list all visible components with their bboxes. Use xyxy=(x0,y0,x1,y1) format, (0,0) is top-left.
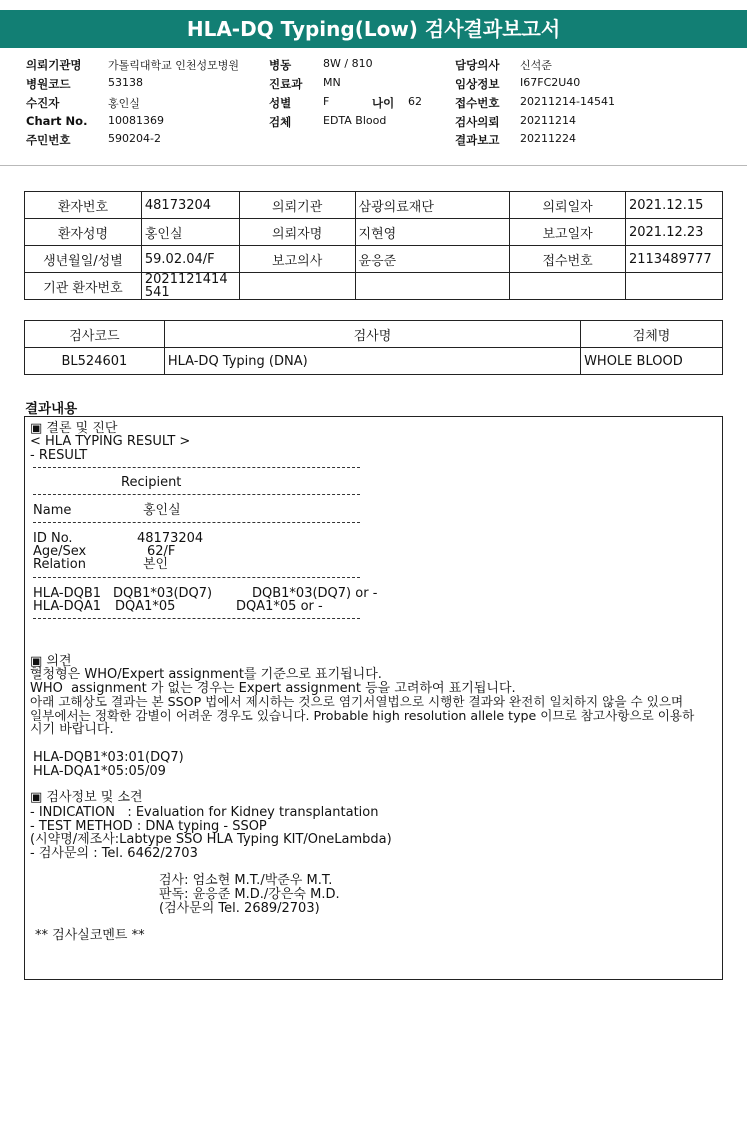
patient-field-label: 환자번호 xyxy=(25,192,142,219)
patient-table-row xyxy=(25,273,723,300)
name-value: 홍인실 xyxy=(143,503,181,518)
header-label: 결과보고 xyxy=(455,133,500,147)
header-label: 수진자 xyxy=(26,96,60,110)
separator xyxy=(33,522,360,523)
patient-table-row xyxy=(25,246,723,273)
patient-field-value: 2021.12.23 xyxy=(625,219,722,246)
dqb1-allele-2: DQB1*03(DQ7) or - xyxy=(252,586,378,601)
header-value: 20211224 xyxy=(520,132,576,145)
header-row xyxy=(0,57,747,75)
header-value: 590204-2 xyxy=(108,132,161,145)
hla-typing-title: < HLA TYPING RESULT > xyxy=(30,434,191,449)
header-value: 8W / 810 xyxy=(323,57,373,70)
result-box xyxy=(24,416,723,980)
header-value: 신석준 xyxy=(520,59,552,72)
relation-value: 본인 xyxy=(143,557,169,572)
opinion-line-2: WHO assignment 가 없는 경우는 Expert assignment 등을 고려하여 표기됩니다. xyxy=(30,681,516,696)
header-label: 주민번호 xyxy=(26,133,71,147)
separator xyxy=(33,467,360,468)
patient-field-label: 의뢰일자 xyxy=(510,192,626,219)
patient-field-label: 의뢰자명 xyxy=(239,219,355,246)
patient-field-value: 윤응준 xyxy=(355,246,510,273)
header-label: 접수번호 xyxy=(455,96,500,110)
opinion-line-3: 아래 고해상도 결과는 본 SSOP 법에서 제시하는 것으로 염기서열법으로 시행한 결과와 완전히 일치하지 않을 수 있으며 xyxy=(30,694,684,709)
header-label: Chart No. xyxy=(26,114,88,128)
dqb1-allele-1: DQB1*03(DQ7) xyxy=(113,586,213,601)
patient-field-label: 환자성명 xyxy=(25,219,142,246)
patient-field-value xyxy=(625,273,722,300)
test-code-value: BL524601 xyxy=(25,348,165,375)
header-value: MN xyxy=(323,76,341,89)
lab-comment-label: ** 검사실코멘트 ** xyxy=(35,928,145,943)
header-label: 담당의사 xyxy=(455,58,500,72)
recipient-label: Recipient xyxy=(121,475,182,490)
specimen-value: WHOLE BLOOD xyxy=(581,348,723,375)
header-row xyxy=(0,132,747,150)
reagent-line: (시약명/제조사:Labtype SSO HLA Typing KIT/OneLambda) xyxy=(30,832,392,847)
header-value: 10081369 xyxy=(108,114,164,127)
patient-info-table xyxy=(24,191,723,300)
report-title: HLA-DQ Typing(Low) 검사결과보고서 xyxy=(0,10,747,48)
patient-field-label: 생년월일/성별 xyxy=(25,246,142,273)
separator xyxy=(33,494,360,495)
header-row xyxy=(0,114,747,132)
dqa1-label: HLA-DQA1 xyxy=(33,599,102,614)
dqb1-label: HLA-DQB1 xyxy=(33,586,102,601)
test-method-line: - TEST METHOD : DNA typing - SSOP xyxy=(30,819,267,834)
tester-signature: 검사: 엄소현 M.T./박준우 M.T. xyxy=(159,873,333,888)
patient-table-row xyxy=(25,219,723,246)
result-section-title: 결과내용 xyxy=(25,401,78,417)
high-res-dqa1: HLA-DQA1*05:05/09 xyxy=(33,764,166,779)
patient-field-label: 접수번호 xyxy=(510,246,626,273)
patient-field-value xyxy=(355,273,510,300)
header-label: 임상정보 xyxy=(455,77,500,91)
patient-field-label xyxy=(510,273,626,300)
header-value: 20211214-14541 xyxy=(520,95,615,108)
header-value: 20211214 xyxy=(520,114,576,127)
patient-field-value: 홍인실 xyxy=(141,219,239,246)
header-label: 검체 xyxy=(269,115,292,129)
patient-field-label xyxy=(239,273,355,300)
indication-line: - INDICATION : Evaluation for Kidney transplantation xyxy=(30,805,379,820)
separator xyxy=(33,577,360,578)
high-res-dqb1: HLA-DQB1*03:01(DQ7) xyxy=(33,750,184,765)
report-header xyxy=(0,48,747,166)
header-label: 병동 xyxy=(269,58,292,72)
patient-field-value: 2021121414541 xyxy=(141,273,239,300)
inquiry-line: - 검사문의 : Tel. 6462/2703 xyxy=(30,846,198,861)
conclusion-heading: ▣ 결론 및 진단 xyxy=(30,421,118,436)
header-label: 성별 xyxy=(269,96,292,110)
opinion-line-5: 시기 바랍니다. xyxy=(30,722,114,737)
id-label: ID No. xyxy=(33,531,73,546)
header-label: 나이 xyxy=(372,96,395,110)
header-label: 진료과 xyxy=(269,77,303,91)
header-row xyxy=(0,76,747,94)
age-sex-label: Age/Sex xyxy=(33,544,87,559)
header-value: 53138 xyxy=(108,76,143,89)
header-value: 62 xyxy=(408,95,422,108)
header-value: I67FC2U40 xyxy=(520,76,581,89)
test-info-heading: ▣ 검사정보 및 소견 xyxy=(30,790,143,805)
header-label: 의뢰기관명 xyxy=(26,58,82,72)
header-value: 홍인실 xyxy=(108,97,140,110)
separator xyxy=(33,618,360,619)
patient-field-value: 지현영 xyxy=(355,219,510,246)
specimen-header: 검체명 xyxy=(581,321,723,348)
dqa1-allele-2: DQA1*05 or - xyxy=(236,599,323,614)
age-sex-value: 62/F xyxy=(147,544,176,559)
header-row xyxy=(0,95,747,113)
result-label: - RESULT xyxy=(30,448,88,463)
test-code-header: 검사코드 xyxy=(25,321,165,348)
header-value: EDTA Blood xyxy=(323,114,387,127)
patient-field-label: 보고의사 xyxy=(239,246,355,273)
test-info-table xyxy=(24,320,723,375)
patient-field-label: 보고일자 xyxy=(510,219,626,246)
header-value: F xyxy=(323,95,330,108)
patient-field-value: 48173204 xyxy=(141,192,239,219)
patient-field-value: 2113489777 xyxy=(625,246,722,273)
patient-field-value: 2021.12.15 xyxy=(625,192,722,219)
opinion-line-4: 일부에서는 정확한 감별이 어려운 경우도 있습니다. Probable high resolution allele type 이므로 참고사항으로 이용하 xyxy=(30,708,695,723)
id-value: 48173204 xyxy=(137,531,204,546)
patient-table-row xyxy=(25,192,723,219)
inquiry-phone: (검사문의 Tel. 2689/2703) xyxy=(159,901,320,916)
reader-signature: 판독: 윤응준 M.D./강은숙 M.D. xyxy=(159,887,340,902)
patient-field-value: 삼광의료재단 xyxy=(355,192,510,219)
patient-field-value: 59.02.04/F xyxy=(141,246,239,273)
dqa1-allele-1: DQA1*05 xyxy=(115,599,176,614)
name-label: Name xyxy=(33,503,72,518)
test-name-value: HLA-DQ Typing (DNA) xyxy=(164,348,580,375)
test-name-header: 검사명 xyxy=(164,321,580,348)
header-value: 가톨릭대학교 인천성모병원 xyxy=(108,59,240,72)
relation-label: Relation xyxy=(33,557,86,572)
header-label: 검사의뢰 xyxy=(455,115,500,129)
header-label: 병원코드 xyxy=(26,77,71,91)
opinion-line-1: 혈청형은 WHO/Expert assignment를 기준으로 표기됩니다. xyxy=(30,667,382,682)
opinion-heading: ▣ 의견 xyxy=(30,654,72,669)
patient-field-label: 기관 환자번호 xyxy=(25,273,142,300)
patient-field-label: 의뢰기관 xyxy=(239,192,355,219)
